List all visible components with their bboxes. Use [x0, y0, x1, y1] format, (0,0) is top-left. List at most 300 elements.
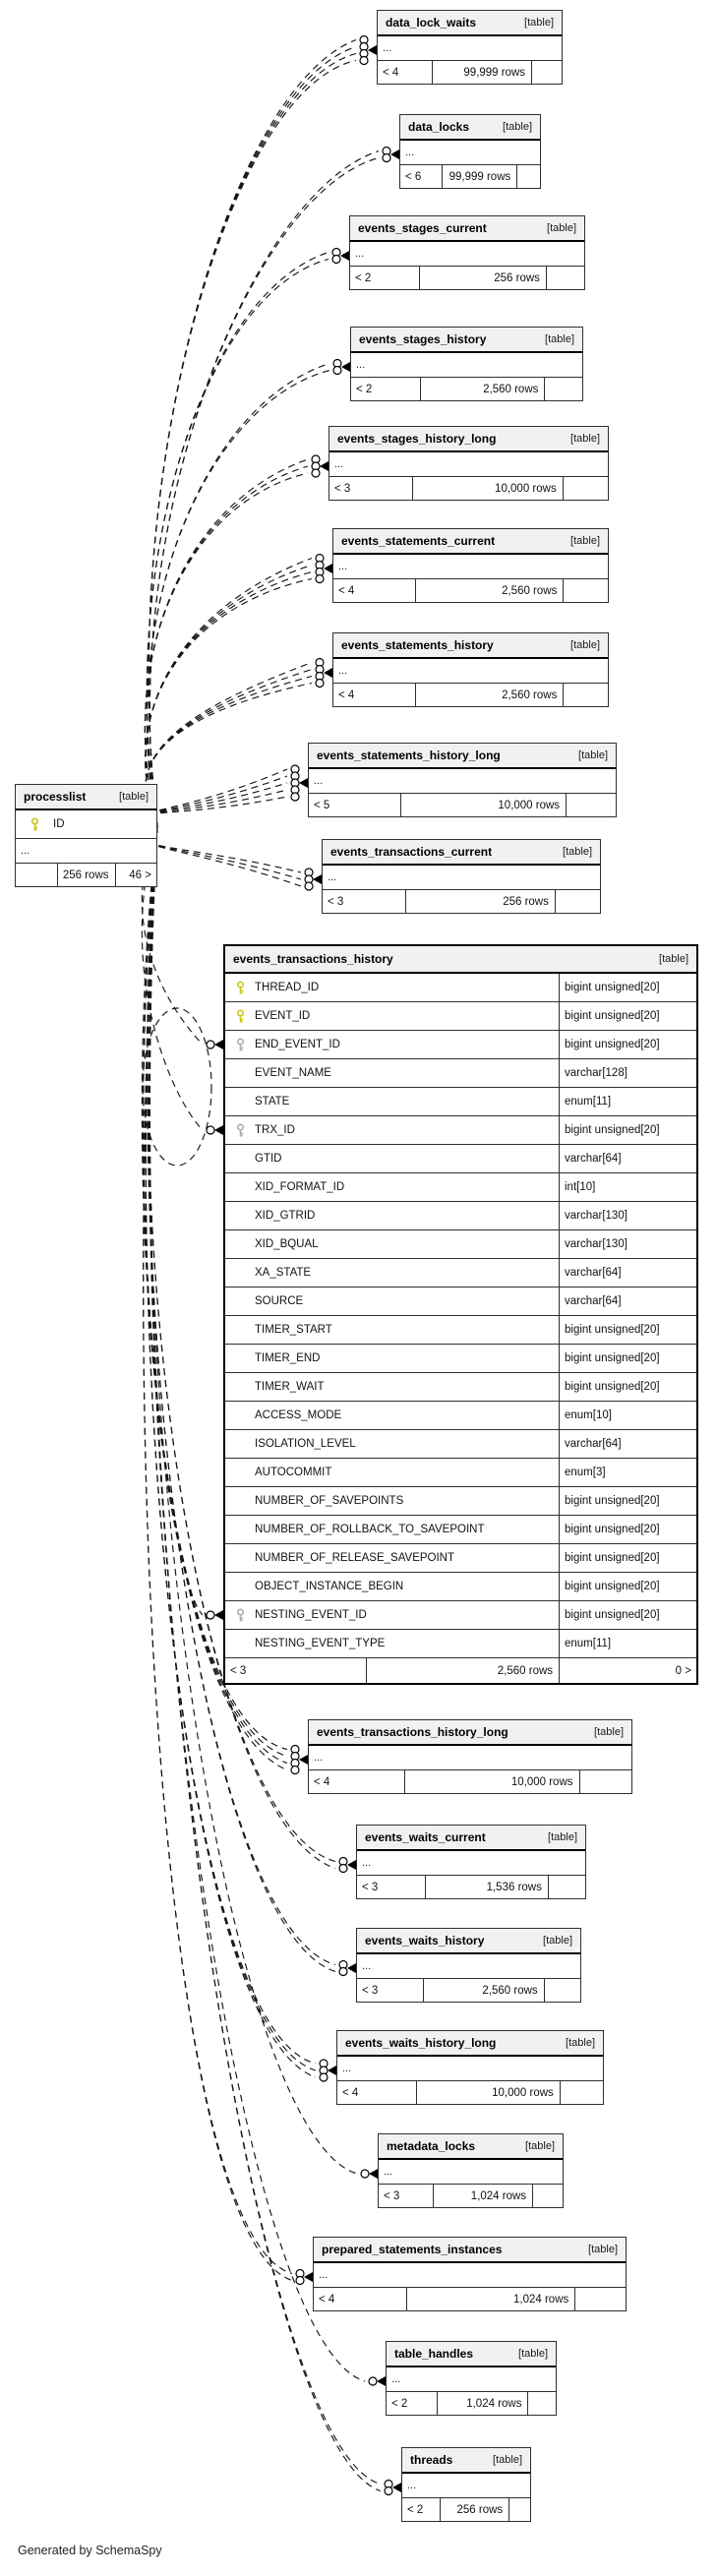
collapsed-columns-row: ... — [329, 452, 608, 477]
column-type: varchar[64] — [559, 1145, 696, 1172]
table-type-tag: [table] — [518, 2348, 548, 2360]
footer-implied-relationships-left: < 3 — [379, 2185, 434, 2207]
relationship-edge — [144, 790, 287, 826]
footer-rows-count: 1,024 rows — [438, 2392, 529, 2415]
footer-implied-relationships-right — [517, 165, 540, 188]
footer-implied-relationships-right — [564, 477, 608, 500]
crows-foot-arrowhead-icon — [390, 150, 399, 159]
table-node-events_statements_current — [332, 528, 609, 603]
footer-implied-relationships-left — [16, 864, 58, 886]
table-header-events_transactions_history[interactable] — [225, 946, 696, 974]
no-key-spacer — [225, 1402, 255, 1429]
footer-rows-count: 10,000 rows — [405, 1770, 579, 1793]
no-key-spacer — [225, 1630, 255, 1657]
relationship-edge — [149, 61, 356, 827]
crows-foot-arrowhead-icon — [299, 1755, 308, 1765]
column-row-TIMER_WAIT — [225, 1373, 696, 1402]
relationship-edge — [146, 670, 312, 827]
table-name: events_waits_history_long — [345, 2036, 497, 2050]
column-name: TIMER_START — [255, 1324, 332, 1336]
column-name: TRX_ID — [255, 1124, 295, 1136]
no-key-spacer — [225, 1430, 255, 1458]
table-node-data_lock_waits — [377, 10, 563, 85]
footer-implied-relationships-right — [564, 579, 608, 602]
column-row-OBJECT_INSTANCE_BEGIN — [225, 1573, 696, 1601]
table-footer — [314, 2288, 626, 2310]
footer-implied-relationships-right — [549, 1876, 585, 1898]
collapsed-columns-row: ... — [323, 866, 600, 890]
column-type: varchar[128] — [559, 1059, 696, 1087]
table-header-table_handles[interactable] — [387, 2342, 556, 2367]
relationship-edge — [145, 826, 301, 872]
column-type: bigint unsigned[20] — [559, 1031, 696, 1058]
column-row-NUMBER_OF_ROLLBACK_TO_SAVEPOINT — [225, 1516, 696, 1544]
table-footer — [337, 2081, 603, 2104]
zero-or-more-circle-icon — [385, 2487, 392, 2495]
table-name: events_stages_history — [359, 332, 487, 346]
zero-or-more-circle-icon — [291, 1767, 299, 1774]
no-key-spacer — [225, 1059, 255, 1087]
column-type: enum[10] — [559, 1402, 696, 1429]
relationship-edge — [146, 663, 312, 827]
crows-foot-arrowhead-icon — [347, 1860, 356, 1870]
table-type-tag: [table] — [659, 953, 688, 965]
zero-or-more-circle-icon — [296, 2277, 304, 2285]
table-type-tag: [table] — [588, 2244, 618, 2255]
column-name: EVENT_ID — [255, 1010, 311, 1022]
footer-implied-relationships-left: < 5 — [309, 794, 401, 816]
footer-implied-relationships-right — [532, 61, 562, 84]
table-type-tag: [table] — [566, 2037, 595, 2049]
footer-implied-relationships-right — [564, 684, 608, 706]
table-footer — [309, 794, 616, 816]
column-name: GTID — [255, 1153, 282, 1165]
table-name: events_waits_current — [365, 1830, 486, 1844]
column-name: EVENT_NAME — [255, 1067, 331, 1079]
column-row-STATE — [225, 1088, 696, 1116]
footer-implied-relationships-left: < 2 — [350, 267, 420, 289]
zero-or-more-circle-icon — [383, 154, 390, 162]
table-name: events_stages_history_long — [337, 432, 497, 446]
crows-foot-arrowhead-icon — [369, 2169, 378, 2179]
footer-implied-relationships-right — [580, 1770, 631, 1793]
column-name: END_EVENT_ID — [255, 1039, 340, 1050]
collapsed-columns-row: ... — [309, 1746, 631, 1770]
column-row-AUTOCOMMIT — [225, 1459, 696, 1487]
no-key-spacer — [225, 1259, 255, 1287]
column-row-XID_GTRID — [225, 1202, 696, 1230]
column-name: ISOLATION_LEVEL — [255, 1438, 356, 1450]
table-node-processlist — [15, 784, 157, 887]
no-key-spacer — [225, 1145, 255, 1172]
footer-implied-relationships-right — [556, 890, 600, 913]
footer-implied-relationships-left: < 4 — [333, 684, 416, 706]
table-footer — [357, 1979, 580, 2002]
crows-foot-arrowhead-icon — [341, 362, 350, 372]
footer-implied-relationships-left: < 4 — [337, 2081, 417, 2104]
zero-or-more-circle-icon — [316, 575, 324, 583]
column-row-NESTING_EVENT_TYPE — [225, 1630, 696, 1658]
table-header-data_lock_waits[interactable] — [378, 11, 562, 36]
crows-foot-arrowhead-icon — [320, 461, 329, 471]
no-key-spacer — [225, 1373, 255, 1401]
table-type-tag: [table] — [594, 1726, 624, 1738]
column-name: NUMBER_OF_ROLLBACK_TO_SAVEPOINT — [255, 1524, 485, 1535]
zero-or-more-circle-icon — [207, 1126, 214, 1134]
relationship-edge — [146, 579, 312, 827]
footer-rows-count: 256 rows — [420, 267, 547, 289]
footer-rows-count: 256 rows — [406, 890, 556, 913]
column-type: varchar[130] — [559, 1230, 696, 1258]
relationship-edge — [147, 260, 329, 827]
table-footer — [402, 2498, 530, 2521]
column-row-EVENT_NAME — [225, 1059, 696, 1088]
table-footer — [379, 2185, 563, 2207]
no-key-spacer — [225, 1316, 255, 1344]
table-type-tag: [table] — [545, 333, 574, 345]
table-header-metadata_locks[interactable] — [379, 2134, 563, 2160]
collapsed-columns-row: ... — [357, 1851, 585, 1876]
crows-foot-arrowhead-icon — [324, 668, 332, 678]
crows-foot-arrowhead-icon — [214, 1125, 223, 1135]
footer-rows-count: 2,560 rows — [416, 579, 565, 602]
no-key-spacer — [225, 1487, 255, 1515]
table-node-events_stages_history_long — [329, 426, 609, 501]
table-footer — [225, 1658, 696, 1683]
footer-implied-relationships-right — [545, 1979, 580, 2002]
column-row-ISOLATION_LEVEL — [225, 1430, 696, 1459]
generated-by-note: Generated by SchemaSpy — [18, 2544, 162, 2557]
no-key-spacer — [225, 1459, 255, 1486]
no-key-spacer — [225, 1173, 255, 1201]
table-type-tag: [table] — [563, 846, 592, 858]
column-row-THREAD_ID — [225, 974, 696, 1002]
table-header-events_statements_history_long[interactable] — [309, 744, 616, 769]
table-name: threads — [410, 2453, 453, 2467]
crows-foot-arrowhead-icon — [392, 2483, 401, 2492]
crows-foot-arrowhead-icon — [324, 564, 332, 573]
table-footer — [351, 378, 582, 400]
column-name: THREAD_ID — [255, 982, 320, 993]
column-name: SOURCE — [255, 1295, 304, 1307]
table-footer — [309, 1770, 631, 1793]
column-name: XID_FORMAT_ID — [255, 1181, 345, 1193]
table-node-events_statements_history_long — [308, 743, 617, 817]
table-header-processlist[interactable] — [16, 785, 156, 810]
column-name: XID_BQUAL — [255, 1238, 319, 1250]
footer-rows-count: 1,024 rows — [434, 2185, 533, 2207]
column-row-NUMBER_OF_RELEASE_SAVEPOINT — [225, 1544, 696, 1573]
table-name: table_handles — [394, 2347, 474, 2361]
foreign-key-icon — [225, 1031, 255, 1058]
table-footer — [333, 684, 608, 706]
collapsed-columns-row: ... — [351, 353, 582, 378]
footer-rows-count: 10,000 rows — [401, 794, 567, 816]
zero-or-more-circle-icon — [369, 2377, 377, 2385]
self-reference-loop-edge — [143, 1008, 211, 1166]
column-type: bigint unsigned[20] — [559, 1345, 696, 1372]
table-type-tag: [table] — [525, 2140, 555, 2152]
column-name: XID_GTRID — [255, 1210, 316, 1222]
collapsed-columns-row: ... — [309, 769, 616, 794]
zero-or-more-circle-icon — [207, 1611, 214, 1619]
column-type: enum[11] — [559, 1088, 696, 1115]
table-node-metadata_locks — [378, 2133, 564, 2208]
footer-implied-relationships-left: < 3 — [323, 890, 406, 913]
column-name: OBJECT_INSTANCE_BEGIN — [255, 1581, 404, 1592]
crows-foot-arrowhead-icon — [368, 45, 377, 55]
table-header-events_transactions_history_long[interactable] — [309, 1720, 631, 1746]
table-name: events_waits_history — [365, 1934, 485, 1947]
footer-implied-relationships-right — [533, 2185, 563, 2207]
footer-implied-relationships-left: < 3 — [329, 477, 413, 500]
table-name: events_statements_history_long — [317, 749, 501, 762]
table-header-threads[interactable] — [402, 2448, 530, 2474]
column-name: NESTING_EVENT_ID — [255, 1609, 367, 1621]
collapsed-columns-row: ... — [387, 2367, 556, 2392]
column-type: bigint unsigned[20] — [559, 1116, 696, 1144]
zero-or-more-circle-icon — [333, 367, 341, 375]
collapsed-columns-row: ... — [357, 1954, 580, 1979]
footer-rows-count: 99,999 rows — [443, 165, 518, 188]
column-name: AUTOCOMMIT — [255, 1467, 332, 1478]
zero-or-more-circle-icon — [305, 882, 313, 890]
table-type-tag: [table] — [543, 1935, 572, 1947]
footer-implied-relationships-left: < 4 — [333, 579, 416, 602]
column-row-ACCESS_MODE — [225, 1402, 696, 1430]
column-type: bigint unsigned[20] — [559, 1544, 696, 1572]
footer-rows-count: 99,999 rows — [433, 61, 532, 84]
column-type: int[10] — [559, 1173, 696, 1201]
crows-foot-arrowhead-icon — [313, 874, 322, 884]
footer-implied-relationships-right — [509, 2498, 530, 2521]
footer-implied-relationships-left: < 3 — [357, 1876, 426, 1898]
relationship-edge — [147, 371, 329, 827]
table-node-table_handles — [386, 2341, 557, 2416]
column-row-NESTING_EVENT_ID — [225, 1601, 696, 1630]
column-type: bigint unsigned[20] — [559, 1487, 696, 1515]
relationship-edge — [146, 572, 312, 827]
column-type: bigint unsigned[20] — [559, 1316, 696, 1344]
table-header-data_locks[interactable] — [400, 115, 540, 141]
foreign-key-icon — [225, 1601, 255, 1629]
no-key-spacer — [225, 1202, 255, 1229]
column-row-ID — [16, 810, 156, 839]
table-header-events_stages_history_long[interactable] — [329, 427, 608, 452]
relationship-edge — [144, 783, 287, 826]
table-type-tag: [table] — [578, 749, 608, 761]
no-key-spacer — [225, 1544, 255, 1572]
table-footer — [323, 890, 600, 913]
column-row-TRX_ID — [225, 1116, 696, 1145]
column-row-END_EVENT_ID — [225, 1031, 696, 1059]
zero-or-more-circle-icon — [207, 1041, 214, 1048]
zero-or-more-circle-icon — [316, 680, 324, 688]
zero-or-more-circle-icon — [339, 1865, 347, 1873]
footer-rows-count: 2,560 rows — [416, 684, 565, 706]
table-header-events_stages_history[interactable] — [351, 328, 582, 353]
column-type: bigint unsigned[20] — [559, 1002, 696, 1030]
footer-rows-count: 1,536 rows — [426, 1876, 549, 1898]
zero-or-more-circle-icon — [312, 469, 320, 477]
footer-implied-relationships-left: < 6 — [400, 165, 443, 188]
column-row-GTID — [225, 1145, 696, 1173]
table-footer — [387, 2392, 556, 2415]
zero-or-more-circle-icon — [360, 57, 368, 65]
zero-or-more-circle-icon — [291, 793, 299, 801]
column-row-TIMER_START — [225, 1316, 696, 1345]
footer-implied-relationships-left: < 4 — [378, 61, 433, 84]
column-name: NUMBER_OF_SAVEPOINTS — [255, 1495, 404, 1507]
column-name: ACCESS_MODE — [255, 1409, 342, 1421]
table-header-events_waits_current[interactable] — [357, 1826, 585, 1851]
collapsed-columns-row: ... — [16, 839, 156, 864]
footer-rows-count: 2,560 rows — [424, 1979, 545, 2002]
relationship-edge — [147, 253, 329, 827]
relationship-edge — [145, 473, 308, 826]
footer-implied-relationships-left: < 4 — [314, 2288, 407, 2310]
footer-implied-relationships-right — [567, 794, 616, 816]
table-header-events_statements_current[interactable] — [333, 529, 608, 555]
zero-or-more-circle-icon — [361, 2170, 369, 2178]
column-name: XA_STATE — [255, 1267, 312, 1279]
table-node-events_stages_history — [350, 327, 583, 401]
table-node-threads — [401, 2447, 531, 2522]
table-node-events_statements_history — [332, 632, 609, 707]
crows-foot-arrowhead-icon — [214, 1040, 223, 1049]
table-header-events_stages_current[interactable] — [350, 216, 584, 242]
table-node-events_transactions_history_long — [308, 1719, 632, 1794]
column-row-XA_STATE — [225, 1259, 696, 1288]
table-name: events_transactions_current — [330, 845, 493, 859]
table-type-tag: [table] — [570, 639, 600, 651]
table-node-events_transactions_history — [223, 944, 698, 1685]
collapsed-columns-row: ... — [379, 2160, 563, 2185]
column-name: NUMBER_OF_RELEASE_SAVEPOINT — [255, 1552, 455, 1564]
no-key-spacer — [225, 1573, 255, 1600]
table-header-prepared_statements_instances[interactable] — [314, 2238, 626, 2263]
table-header-events_transactions_current[interactable] — [323, 840, 600, 866]
column-row-TIMER_END — [225, 1345, 696, 1373]
relationship-edge — [149, 54, 356, 827]
table-name: events_statements_history — [341, 638, 494, 652]
table-name: events_transactions_history — [233, 952, 393, 966]
footer-implied-relationships-left: < 3 — [225, 1658, 367, 1683]
zero-or-more-circle-icon — [339, 1968, 347, 1976]
table-footer — [333, 579, 608, 602]
table-node-events_stages_current — [349, 215, 585, 290]
column-row-NUMBER_OF_SAVEPOINTS — [225, 1487, 696, 1516]
column-type: enum[3] — [559, 1459, 696, 1486]
table-type-tag: [table] — [570, 535, 600, 547]
column-type: bigint unsigned[20] — [559, 1573, 696, 1600]
crows-foot-arrowhead-icon — [299, 778, 308, 788]
table-name: processlist — [24, 790, 87, 804]
relationship-edge — [146, 684, 312, 827]
table-header-events_waits_history_long[interactable] — [337, 2031, 603, 2057]
table-footer — [400, 165, 540, 188]
table-footer — [16, 864, 156, 886]
column-type: varchar[64] — [559, 1259, 696, 1287]
table-name: data_lock_waits — [386, 16, 477, 30]
no-key-spacer — [225, 1288, 255, 1315]
table-name: metadata_locks — [387, 2139, 476, 2153]
table-type-tag: [table] — [570, 433, 600, 445]
footer-implied-relationships-right: 0 > — [675, 1664, 691, 1677]
table-footer — [357, 1876, 585, 1898]
no-key-spacer — [225, 1345, 255, 1372]
footer-rows-count: 10,000 rows — [413, 477, 564, 500]
no-key-spacer — [225, 1230, 255, 1258]
column-type: bigint unsigned[20] — [559, 1373, 696, 1401]
collapsed-columns-row: ... — [378, 36, 562, 61]
relationship-edge — [145, 826, 301, 879]
collapsed-columns-row: ... — [400, 141, 540, 165]
footer-rows-count: 256 rows — [441, 2498, 509, 2521]
table-type-tag: [table] — [503, 121, 532, 133]
collapsed-columns-row: ... — [337, 2057, 603, 2081]
footer-rows-count: 2,560 rows — [367, 1658, 560, 1683]
crows-foot-arrowhead-icon — [328, 2066, 336, 2075]
footer-implied-relationships-left: < 4 — [309, 1770, 405, 1793]
table-name: data_locks — [408, 120, 470, 134]
table-footer — [378, 61, 562, 84]
column-type: bigint unsigned[20] — [559, 974, 696, 1001]
table-node-events_transactions_current — [322, 839, 601, 914]
footer-implied-relationships-left: < 2 — [402, 2498, 441, 2521]
crows-foot-arrowhead-icon — [340, 251, 349, 261]
collapsed-columns-row: ... — [350, 242, 584, 267]
footer-implied-relationships-right — [545, 378, 582, 400]
foreign-key-icon — [225, 1116, 255, 1144]
column-name: TIMER_END — [255, 1352, 321, 1364]
no-key-spacer — [225, 1516, 255, 1543]
table-type-tag: [table] — [524, 17, 554, 29]
footer-implied-relationships-left: < 3 — [357, 1979, 424, 2002]
column-row-XID_FORMAT_ID — [225, 1173, 696, 1202]
table-footer — [350, 267, 584, 289]
column-name: ID — [53, 818, 65, 830]
collapsed-columns-row: ... — [314, 2263, 626, 2288]
column-type: bigint unsigned[20] — [559, 1601, 696, 1629]
crows-foot-arrowhead-icon — [304, 2272, 313, 2282]
table-node-prepared_statements_instances — [313, 2237, 627, 2311]
footer-implied-relationships-left: < 2 — [351, 378, 421, 400]
column-name: NESTING_EVENT_TYPE — [255, 1638, 386, 1649]
table-footer — [329, 477, 608, 500]
no-key-spacer — [225, 1088, 255, 1115]
table-node-events_waits_history — [356, 1928, 581, 2003]
column-row-EVENT_ID — [225, 1002, 696, 1031]
column-type: varchar[130] — [559, 1202, 696, 1229]
footer-rows-count: 2,560 rows — [421, 378, 546, 400]
table-header-events_statements_history[interactable] — [333, 633, 608, 659]
table-type-tag: [table] — [547, 222, 576, 234]
column-type: bigint unsigned[20] — [559, 1516, 696, 1543]
crows-foot-arrowhead-icon — [214, 1610, 223, 1620]
column-row-XID_BQUAL — [225, 1230, 696, 1259]
table-type-tag: [table] — [548, 1831, 577, 1843]
table-header-events_waits_history[interactable] — [357, 1929, 580, 1954]
footer-rows-count: 10,000 rows — [417, 2081, 561, 2104]
relationship-edge — [144, 776, 287, 826]
table-node-data_locks — [399, 114, 541, 189]
table-name: events_stages_current — [358, 221, 487, 235]
primary-key-icon — [16, 810, 53, 838]
primary-key-icon — [225, 974, 255, 1001]
table-type-tag: [table] — [119, 791, 149, 803]
relationship-edge — [146, 559, 312, 827]
